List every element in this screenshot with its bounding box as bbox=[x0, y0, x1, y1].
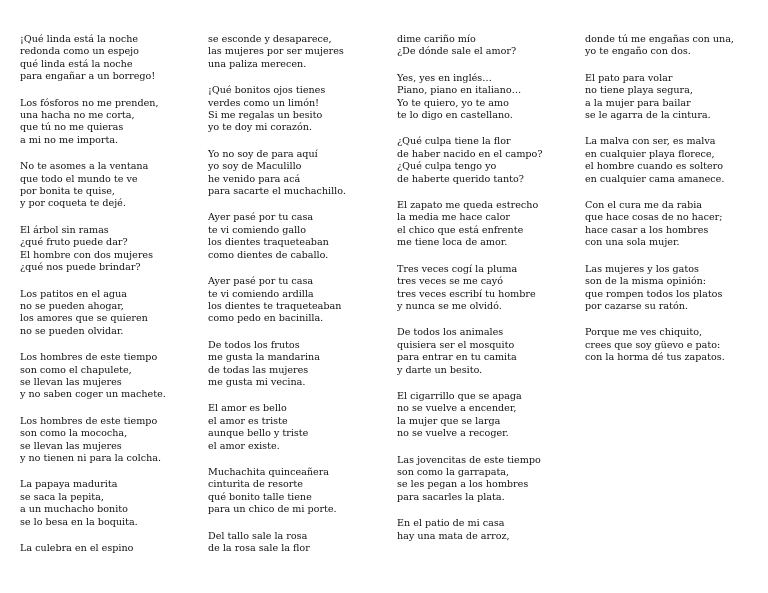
verse-line: La culebra en el espino bbox=[20, 543, 134, 554]
verse-line: qué linda está la noche bbox=[20, 58, 133, 70]
stanza bbox=[20, 161, 166, 211]
verse-line: que tú no me quieras bbox=[20, 122, 124, 134]
verse-line: La papaya madurita bbox=[20, 479, 118, 491]
stanza bbox=[208, 531, 346, 556]
verse-line: una paliza merecen. bbox=[208, 58, 307, 70]
verse-line: se saca la pepita, bbox=[20, 491, 104, 503]
verse-line: el amor es triste bbox=[208, 415, 288, 427]
verse-line: En el patio de mi casa bbox=[397, 518, 505, 530]
verse-line: se les pegan a los hombres bbox=[397, 479, 529, 491]
verse-line: de todas las mujeres bbox=[208, 364, 309, 376]
poem-column-3 bbox=[397, 34, 542, 557]
stanza bbox=[585, 264, 734, 314]
verse-line: redonda como un espejo bbox=[20, 46, 139, 58]
poem-column-2 bbox=[208, 34, 346, 569]
verse-line: de haber nacido en el campo? bbox=[397, 148, 543, 160]
verse-line: no se vuelve a encender, bbox=[397, 403, 517, 415]
verse-line: se llevan las mujeres bbox=[20, 440, 122, 452]
stanza bbox=[20, 479, 166, 529]
verse-line: hay una mata de arroz, bbox=[397, 530, 510, 542]
stanza bbox=[20, 352, 166, 402]
stanza bbox=[20, 225, 166, 275]
verse-line: Las mujeres y los gatos bbox=[585, 263, 699, 275]
stanza bbox=[397, 518, 542, 543]
verse-line: para sacarles la plata. bbox=[397, 491, 505, 503]
verse-line: los amores que se quieren bbox=[20, 313, 148, 325]
stanza bbox=[20, 543, 166, 555]
verse-line: ¡Qué bonitos ojos tienes bbox=[208, 85, 326, 97]
verse-line: no se pueden olvidar. bbox=[20, 325, 124, 337]
verse-line: No te asomes a la ventana bbox=[20, 161, 149, 173]
stanza bbox=[585, 200, 734, 250]
verse-line: que rompen todos los platos bbox=[585, 288, 723, 300]
verse-line: con la horma dé tus zapatos. bbox=[585, 352, 725, 364]
verse-line: El zapato me queda estrecho bbox=[397, 200, 539, 212]
verse-line: los dientes te traqueteaban bbox=[208, 300, 342, 312]
verse-line: por cazarse su ratón. bbox=[585, 300, 688, 312]
verse-line: te lo digo en castellano. bbox=[397, 110, 513, 122]
verse-line: donde tú me engañas con una, bbox=[585, 34, 734, 45]
stanza bbox=[397, 455, 542, 505]
verse-line: yo te doy mi corazón. bbox=[208, 122, 312, 134]
stanza bbox=[585, 34, 734, 59]
stanza bbox=[20, 34, 166, 84]
verse-line: El amor es bello bbox=[208, 403, 287, 415]
verse-line: me gusta la mandarina bbox=[208, 352, 320, 364]
verse-line: me gusta mi vecina. bbox=[208, 376, 306, 388]
verse-line: de haberte querido tanto? bbox=[397, 173, 524, 185]
verse-line: De todos los animales bbox=[397, 327, 504, 339]
verse-line: como dientes de caballo. bbox=[208, 249, 329, 261]
stanza bbox=[208, 467, 346, 517]
verse-line: en cualquier playa florece, bbox=[585, 148, 715, 160]
stanza bbox=[397, 200, 542, 250]
verse-line: Muchachita quinceañera bbox=[208, 466, 330, 478]
verse-line: no se vuelve a recoger. bbox=[397, 428, 509, 440]
verse-line: La malva con ser, es malva bbox=[585, 136, 716, 148]
verse-line: tres veces escribí tu hombre bbox=[397, 288, 536, 300]
verse-line: y nunca se me olvidó. bbox=[397, 300, 502, 312]
verse-line: son como el chapulete, bbox=[20, 364, 132, 376]
verse-line: el amor existe. bbox=[208, 440, 280, 452]
verse-line: ¿qué nos puede brindar? bbox=[20, 262, 141, 274]
verse-line: Ayer pasé por tu casa bbox=[208, 276, 314, 288]
verse-line: yo soy de Maculillo bbox=[208, 161, 302, 173]
verse-line: Tres veces cogí la pluma bbox=[397, 263, 518, 275]
verse-line: te vi comiendo gallo bbox=[208, 224, 307, 236]
verse-line: Las jovencitas de este tiempo bbox=[397, 454, 541, 466]
poem-column-4 bbox=[585, 34, 734, 379]
verse-line: El pato para volar bbox=[585, 72, 673, 84]
verse-line: crees que soy güevo e pato: bbox=[585, 339, 721, 351]
verse-line: se le agarra de la cintura. bbox=[585, 110, 711, 122]
verse-line: Los hombres de este tiempo bbox=[20, 415, 158, 427]
verse-line: las mujeres por ser mujeres bbox=[208, 46, 344, 58]
verse-line: se llevan las mujeres bbox=[20, 376, 122, 388]
verse-line: Los patitos en el agua bbox=[20, 288, 127, 300]
verse-line: no se pueden ahogar, bbox=[20, 300, 124, 312]
verse-line: ¿De dónde sale el amor? bbox=[397, 46, 517, 58]
verse-line: cinturita de resorte bbox=[208, 479, 303, 491]
verse-line: yo te engaño con dos. bbox=[585, 46, 691, 58]
verse-line: ¿Qué culpa tiene la flor bbox=[397, 136, 511, 148]
verse-line: son como la mococha, bbox=[20, 428, 128, 440]
verse-line: Yo no soy de para aquí bbox=[208, 148, 318, 160]
verse-line: a mi no me importa. bbox=[20, 134, 119, 146]
verse-line: se esconde y desaparece, bbox=[208, 34, 332, 45]
verse-line: El árbol sin ramas bbox=[20, 224, 109, 236]
stanza bbox=[397, 264, 542, 314]
stanza bbox=[208, 340, 346, 390]
stanza bbox=[20, 289, 166, 339]
verse-line: Yes, yes en inglés… bbox=[397, 72, 492, 84]
verse-line: el hombre cuando es soltero bbox=[585, 161, 724, 173]
verse-line: en cualquier cama amanece. bbox=[585, 173, 725, 185]
verse-line: la media me hace calor bbox=[397, 212, 510, 224]
verse-line: aunque bello y triste bbox=[208, 428, 309, 440]
verse-line: ¿Qué culpa tengo yo bbox=[397, 161, 497, 173]
verse-line: Si me regalas un besito bbox=[208, 110, 323, 122]
verse-line: y por coqueta te dejé. bbox=[20, 198, 126, 210]
stanza bbox=[208, 403, 346, 453]
stanza bbox=[20, 416, 166, 466]
verse-line: que hace cosas de no hacer; bbox=[585, 212, 723, 224]
verse-line: para un chico de mi porte. bbox=[208, 504, 337, 516]
verse-line: ¿qué fruto puede dar? bbox=[20, 237, 128, 249]
verse-line: Piano, piano en italiano… bbox=[397, 85, 522, 97]
poem-column-1 bbox=[20, 34, 166, 569]
verse-line: con una sola mujer. bbox=[585, 237, 680, 249]
stanza bbox=[208, 276, 346, 326]
verse-line: Los hombres de este tiempo bbox=[20, 352, 158, 364]
verse-line: el chico que está enfrente bbox=[397, 224, 524, 236]
verse-line: para entrar en tu camita bbox=[397, 352, 517, 364]
verse-line: Porque me ves chiquito, bbox=[585, 327, 703, 339]
stanza bbox=[208, 85, 346, 135]
verse-line: por bonita te quise, bbox=[20, 186, 115, 198]
verse-line: quisiera ser el mosquito bbox=[397, 339, 515, 351]
verse-line: tres veces se me cayó bbox=[397, 276, 503, 288]
verse-line: para sacarte el muchachillo. bbox=[208, 186, 346, 198]
verse-line: Los fósforos no me prenden, bbox=[20, 97, 159, 109]
verse-line: se lo besa en la boquita. bbox=[20, 516, 138, 528]
verse-line: hace casar a los hombres bbox=[585, 224, 709, 236]
stanza bbox=[208, 149, 346, 199]
verse-line: y no tienen ni para la colcha. bbox=[20, 452, 162, 464]
verse-line: y no saben coger un machete. bbox=[20, 389, 166, 401]
stanza bbox=[585, 327, 734, 364]
verse-line: ¡Qué linda está la noche bbox=[20, 34, 139, 45]
verse-line: verdes como un limón! bbox=[208, 97, 319, 109]
stanza bbox=[397, 73, 542, 123]
stanza bbox=[585, 136, 734, 186]
stanza bbox=[20, 98, 166, 148]
verse-line: y darte un besito. bbox=[397, 364, 483, 376]
verse-line: qué bonito talle tiene bbox=[208, 491, 312, 503]
stanza bbox=[397, 136, 542, 186]
verse-line: Del tallo sale la rosa bbox=[208, 530, 308, 542]
verse-line: te vi comiendo ardilla bbox=[208, 288, 314, 300]
verse-line: para engañar a un borrego! bbox=[20, 71, 156, 83]
stanza bbox=[397, 327, 542, 377]
verse-line: Ayer pasé por tu casa bbox=[208, 212, 314, 224]
verse-line: son como la garrapata, bbox=[397, 466, 510, 478]
verse-line: he venido para acá bbox=[208, 173, 301, 185]
stanza bbox=[397, 34, 542, 59]
verse-line: de la rosa sale la flor bbox=[208, 543, 310, 554]
verse-line: a un muchacho bonito bbox=[20, 504, 128, 516]
verse-line: una hacha no me corta, bbox=[20, 110, 135, 122]
verse-line: que todo el mundo te ve bbox=[20, 173, 138, 185]
stanza bbox=[208, 34, 346, 71]
verse-line: De todos los frutos bbox=[208, 339, 300, 351]
verse-line: como pedo en bacinilla. bbox=[208, 313, 324, 325]
stanza bbox=[208, 212, 346, 262]
verse-line: dime cariño mío bbox=[397, 34, 476, 45]
verse-line: los dientes traqueteaban bbox=[208, 237, 329, 249]
verse-line: son de la misma opinión: bbox=[585, 276, 707, 288]
stanza bbox=[397, 391, 542, 441]
verse-line: El hombre con dos mujeres bbox=[20, 249, 154, 261]
verse-line: a la mujer para bailar bbox=[585, 97, 691, 109]
verse-line: la mujer que se larga bbox=[397, 415, 501, 427]
verse-line: Yo te quiero, yo te amo bbox=[397, 97, 509, 109]
verse-line: El cigarrillo que se apaga bbox=[397, 390, 522, 402]
verse-line: Con el cura me da rabia bbox=[585, 200, 703, 212]
verse-line: me tiene loca de amor. bbox=[397, 237, 508, 249]
verse-line: no tiene playa segura, bbox=[585, 85, 693, 97]
stanza bbox=[585, 73, 734, 123]
